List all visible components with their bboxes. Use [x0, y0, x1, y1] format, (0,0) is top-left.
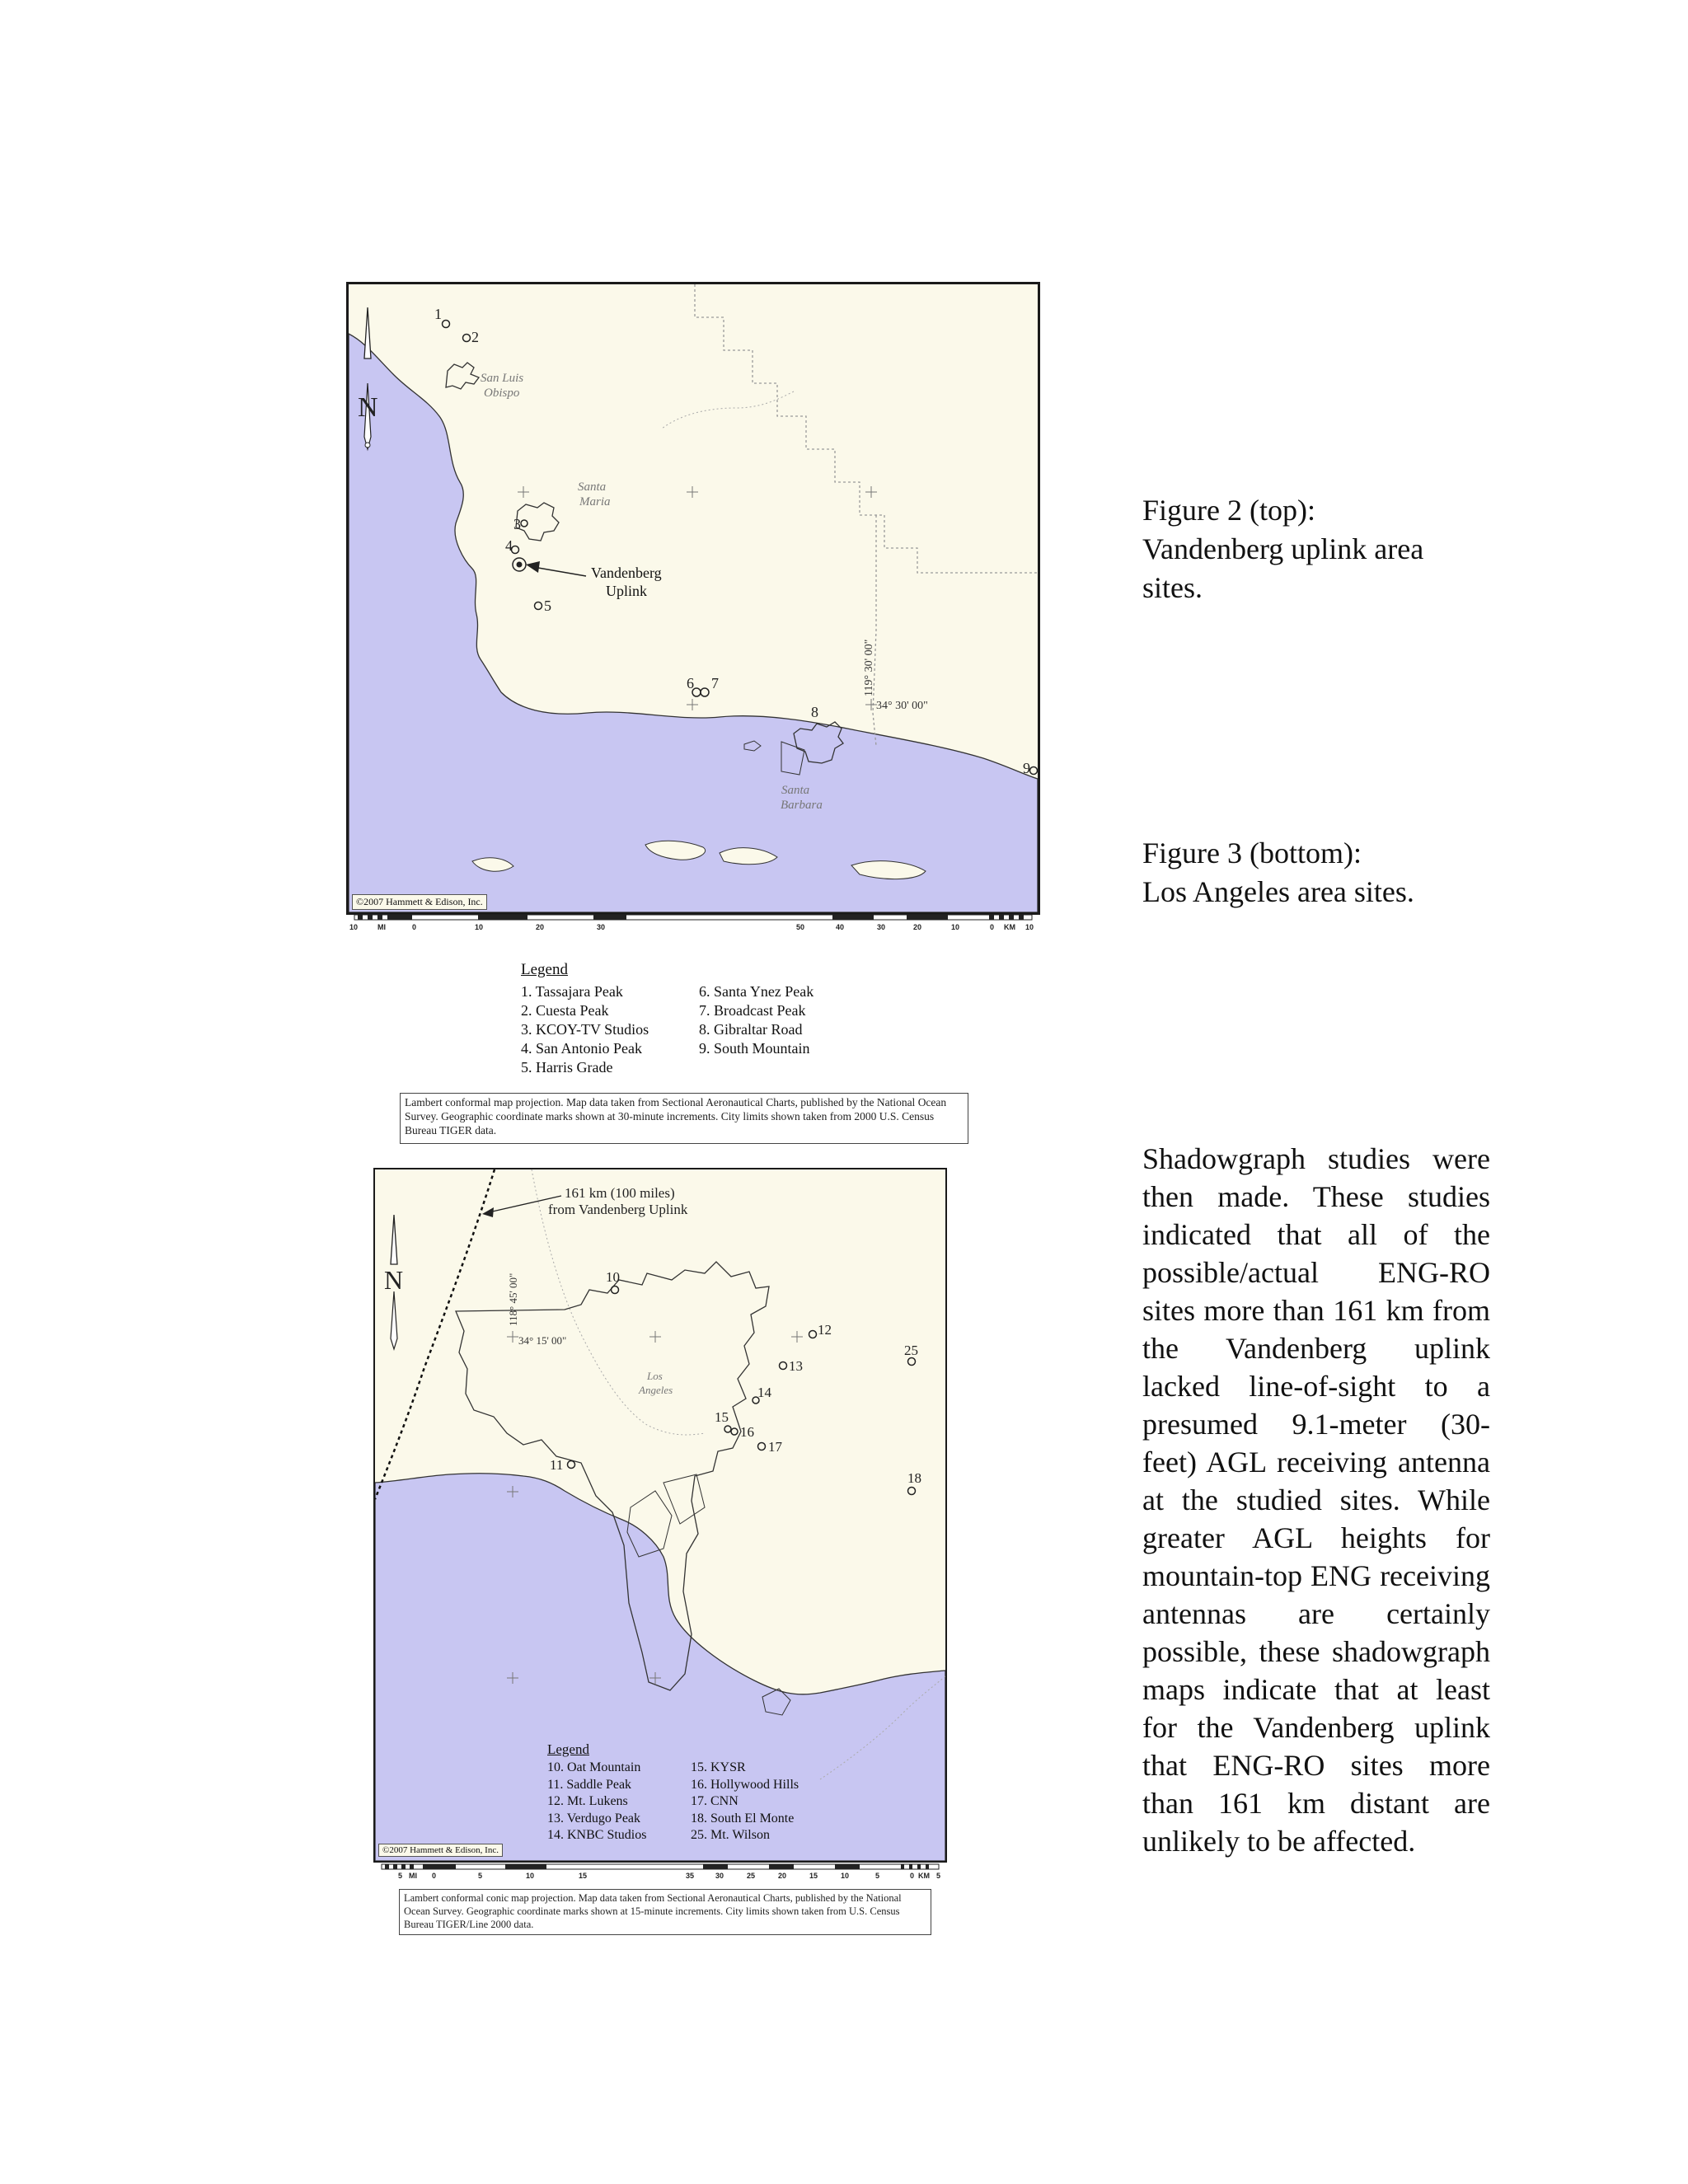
legend-item: 18. South El Monte	[691, 1811, 795, 1825]
legend-item: 4. San Antonio Peak	[521, 1040, 642, 1057]
scale-tick-label: 10	[1025, 923, 1034, 931]
vandenberg-uplink-marker	[517, 562, 523, 568]
legend-item: 9. South Mountain	[699, 1040, 810, 1057]
scale-tick-label: 20	[913, 923, 922, 931]
city-label: San Luis	[481, 372, 524, 385]
longitude-mark: 119° 30' 00"	[863, 639, 875, 696]
figure3-legend-title: Legend	[547, 1741, 589, 1757]
scale-tick-label: 0	[910, 1872, 915, 1880]
scale-tick-label: 0	[412, 923, 417, 931]
site-number: 17	[768, 1439, 782, 1455]
scale-tick-label: 5	[398, 1872, 403, 1880]
city-label: Maria	[579, 495, 611, 509]
figure2-copyright: ©2007 Hammett & Edison, Inc.	[352, 894, 487, 910]
legend-item: 17. CNN	[691, 1794, 738, 1808]
legend-item: 10. Oat Mountain	[547, 1760, 641, 1774]
uplink-label: Vandenberg	[591, 565, 662, 581]
legend-item: 1. Tassajara Peak	[521, 983, 623, 1000]
figure3-legend-col2	[691, 1760, 799, 1844]
figure3-map-canvas	[375, 1169, 945, 1861]
range-label: 161 km (100 miles)	[565, 1185, 675, 1201]
scale-tick-label: 15	[579, 1872, 588, 1880]
site-number: 12	[818, 1322, 832, 1338]
caption-line: Los Angeles area sites.	[1142, 875, 1414, 908]
figure2-note: Lambert conformal map projection. Map data taken from Sectional Aeronautical Charts, published by the National Ocean Survey. Geographic coordinate marks shown at 30-minute increments. City limits shown taken from 2000 U.S. Census Bureau TIGER data.	[400, 1093, 968, 1144]
figure2-legend-col1	[521, 982, 649, 1077]
scale-tick-label: MI	[409, 1872, 417, 1880]
scale-tick-label: 20	[536, 923, 545, 931]
figure3-scale-bar	[373, 1863, 947, 1871]
site-number: 13	[789, 1358, 803, 1374]
scale-tick-label: 0	[432, 1872, 437, 1880]
scale-tick-label: MI	[377, 923, 386, 931]
city-label: Angeles	[639, 1384, 673, 1396]
legend-item: 11. Saddle Peak	[547, 1777, 632, 1792]
figure3-caption	[1142, 834, 1489, 912]
caption-line: Vandenberg uplink area	[1142, 532, 1424, 565]
figure2-scale-bar	[346, 913, 1040, 921]
legend-item: 2. Cuesta Peak	[521, 1002, 609, 1019]
scale-tick-label: 30	[715, 1872, 724, 1880]
site-number: 2	[471, 329, 479, 345]
site-number: 25	[904, 1343, 918, 1358]
site-number: 5	[544, 598, 551, 614]
body-paragraph: Shadowgraph studies were then made. These studies indicated that all of the possible/actual ENG-RO sites more than 161 km from the Vandenberg uplink lacked line-of-sight to a presumed 9.1-meter (30-feet) AGL receiving antenna at the studied sites. While greater AGL heights for mountain-top ENG receiving antennas are certainly possible, these shadowgraph maps indicate that at least for the Vandenberg uplink that ENG-RO sites more than 161 km distant are unlikely to be affected.	[1142, 1142, 1490, 1858]
site-number: 15	[715, 1409, 729, 1425]
scale-tick-label: 5	[936, 1872, 941, 1880]
scale-tick-label: 40	[836, 923, 845, 931]
site-number: 3	[513, 516, 521, 532]
figure2-caption	[1142, 491, 1489, 607]
latitude-mark: 34° 30' 00"	[876, 700, 928, 712]
city-label: Los	[647, 1370, 663, 1382]
figure2-legend-col2	[699, 982, 814, 1058]
site-number: 9	[1023, 760, 1030, 776]
scale-tick-label: 10	[951, 923, 960, 931]
site-number: 16	[740, 1424, 754, 1440]
scale-tick-label: KM	[1004, 923, 1015, 931]
caption-line: sites.	[1142, 571, 1203, 604]
north-letter: N	[384, 1265, 404, 1295]
legend-item: 7. Broadcast Peak	[699, 1002, 806, 1019]
scale-tick-label: 5	[478, 1872, 483, 1880]
figure3-legend-col1	[547, 1760, 646, 1844]
caption-line: Figure 2 (top):	[1142, 494, 1315, 527]
legend-item: 12. Mt. Lukens	[547, 1794, 628, 1808]
site-number: 10	[606, 1269, 620, 1285]
scale-tick-label: 0	[990, 923, 995, 931]
north-letter: N	[358, 392, 378, 423]
site-number: 18	[907, 1470, 921, 1486]
figure2-map-canvas	[349, 284, 1038, 912]
figure3-note: Lambert conformal conic map projection. Map data taken from Sectional Aeronautical Charts, published by the National Ocean Survey. Geographic coordinate marks shown at 15-minute increments. City limits shown taken from U.S. Census Bureau TIGER/Line 2000 data.	[399, 1889, 931, 1935]
figure3-copyright: ©2007 Hammett & Edison, Inc.	[378, 1844, 503, 1857]
scale-tick-label: 15	[809, 1872, 818, 1880]
site-number: 7	[711, 675, 719, 691]
legend-item: 14. KNBC Studios	[547, 1828, 647, 1842]
site-number: 11	[550, 1457, 564, 1473]
scale-tick-label: KM	[918, 1872, 930, 1880]
city-label: Santa	[781, 784, 810, 797]
longitude-mark: 118° 45' 00"	[507, 1272, 519, 1326]
scale-tick-label: 10	[526, 1872, 535, 1880]
scale-tick-label: 35	[686, 1872, 695, 1880]
legend-item: 6. Santa Ynez Peak	[699, 983, 814, 1000]
range-label: from Vandenberg Uplink	[548, 1202, 688, 1217]
legend-item: 25. Mt. Wilson	[691, 1828, 770, 1842]
legend-item: 15. KYSR	[691, 1760, 746, 1774]
legend-item: 13. Verdugo Peak	[547, 1811, 641, 1825]
site-number: 6	[687, 675, 694, 691]
legend-item: 16. Hollywood Hills	[691, 1777, 799, 1792]
figure2-legend-title: Legend	[521, 961, 568, 978]
legend-item: 3. KCOY-TV Studios	[521, 1021, 649, 1038]
city-label: Barbara	[781, 799, 823, 812]
scale-tick-label: 25	[747, 1872, 756, 1880]
site-number: 14	[757, 1385, 771, 1400]
scale-tick-label: 10	[475, 923, 484, 931]
scale-tick-label: 5	[875, 1872, 880, 1880]
scale-tick-label: 50	[796, 923, 805, 931]
city-label: Santa	[578, 480, 607, 494]
latitude-mark: 34° 15' 00"	[518, 1334, 567, 1347]
scale-tick-label: 20	[778, 1872, 787, 1880]
scale-tick-label: 10	[841, 1872, 850, 1880]
scale-tick-label: 10	[349, 923, 359, 931]
figure3-map	[373, 1168, 947, 1863]
site-number: 1	[434, 306, 442, 322]
city-label: Obispo	[484, 387, 520, 400]
legend-item: 5. Harris Grade	[521, 1059, 613, 1076]
scale-tick-label: 30	[597, 923, 606, 931]
legend-item: 8. Gibraltar Road	[699, 1021, 803, 1038]
site-number: 4	[505, 537, 513, 554]
uplink-label: Uplink	[606, 583, 648, 599]
figure2-map	[346, 282, 1040, 915]
caption-line: Figure 3 (bottom):	[1142, 837, 1362, 869]
scale-tick-label: 30	[877, 923, 886, 931]
site-number: 8	[811, 704, 818, 720]
